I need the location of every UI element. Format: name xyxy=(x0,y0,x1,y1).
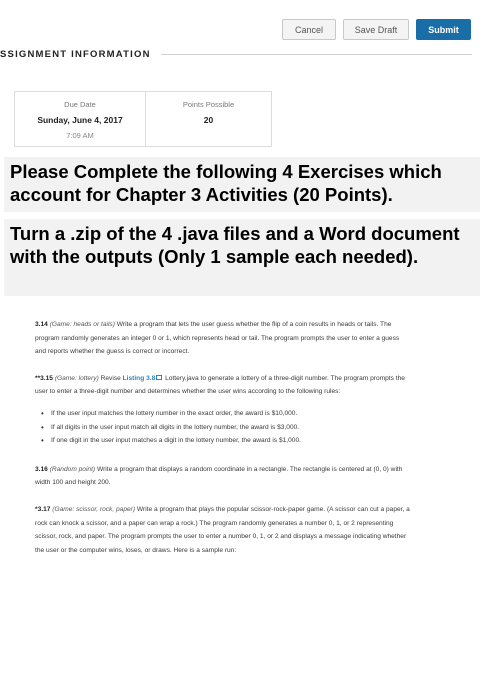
cancel-button[interactable]: Cancel xyxy=(282,19,336,40)
exercise-3-17 xyxy=(35,503,411,557)
instruction-banner-exercises: Please Complete the following 4 Exercises which account for Chapter 3 Activities (20 Points). xyxy=(4,157,480,212)
exercise-number: 3.14 xyxy=(35,321,48,328)
submit-button[interactable]: Submit xyxy=(416,19,471,40)
points-possible-label: Points Possible xyxy=(182,100,235,109)
section-divider xyxy=(161,54,472,55)
exercise-text: Write a program that lets the user guess whether the flip of a coin results in heads or tails. The program randomly generates an integer 0 or 1, which represents head or tail. The program prompts the user to enter a guess and reports whether the guess is correct or incorrect. xyxy=(35,321,400,356)
exercise-number: *3.17 xyxy=(35,505,51,513)
instruction-banner-zip: Turn a .zip of the 4 .java files and a Word document with the outputs (Only 1 sample each needed). xyxy=(4,219,480,296)
due-date-value: Sunday, June 4, 2017 xyxy=(37,115,123,125)
lottery-rules-list xyxy=(41,407,411,448)
exercise-topic: (Game: lottery) xyxy=(54,374,99,382)
assignment-info-boxes xyxy=(14,91,272,147)
assignment-description xyxy=(35,318,411,570)
assignment-info-header xyxy=(0,49,486,60)
list-item: • If the user input matches the lottery number in the exact order, the award is $10,000. xyxy=(41,407,411,421)
exercise-text: Lottery.java to generate a lottery of a three-digit number. The program prompts the user to enter a three-digit number and determines whether the user wins according to the following rules: xyxy=(35,374,405,396)
due-date-label: Due Date xyxy=(64,100,96,109)
list-item: • If one digit in the user input matches a digit in the lottery number, the award is $1,000. xyxy=(41,434,411,448)
points-possible-value: 20 xyxy=(203,115,214,125)
exercise-3-15 xyxy=(35,372,411,399)
section-title: SSIGNMENT INFORMATION xyxy=(0,49,151,60)
save-draft-button[interactable]: Save Draft xyxy=(343,19,409,40)
exercise-3-14 xyxy=(35,318,411,359)
exercise-number: 3.16 xyxy=(35,465,48,473)
listing-link[interactable]: Listing 3.8 xyxy=(122,374,156,382)
toolbar xyxy=(282,19,471,40)
exercise-3-16 xyxy=(35,463,411,490)
exercise-text: Write a program that plays the popular scissor-rock-paper game. (A scissor can cut a paper, a rock can knock a scissor, and a paper can wrap a rock.) The program randomly generates a number 0, 1, or 2 representing scissor, rock, and paper. The program prompts the user to enter a number 0, 1, or 2 and displays a message indicating whether the user or the computer wins, loses, or draws. Here is a sample run: xyxy=(35,505,410,554)
due-time-value: 7:09 AM xyxy=(66,131,94,140)
exercise-topic: (Random point) xyxy=(49,465,96,473)
points-possible-box xyxy=(146,91,272,147)
due-date-box xyxy=(14,91,146,147)
external-link-icon[interactable] xyxy=(156,375,162,380)
exercise-topic: (Game: heads or tails) xyxy=(49,321,115,328)
exercise-text: Write a program that displays a random coordinate in a rectangle. The rectangle is centered at (0, 0) with width 100 and height 200. xyxy=(35,465,403,487)
exercise-topic: (Game: scissor, rock, paper) xyxy=(52,505,136,513)
exercise-text: Revise xyxy=(100,374,123,382)
exercise-number: **3.15 xyxy=(35,374,53,382)
list-item: • If all digits in the user input match all digits in the lottery number, the award is $3,000. xyxy=(41,421,411,435)
